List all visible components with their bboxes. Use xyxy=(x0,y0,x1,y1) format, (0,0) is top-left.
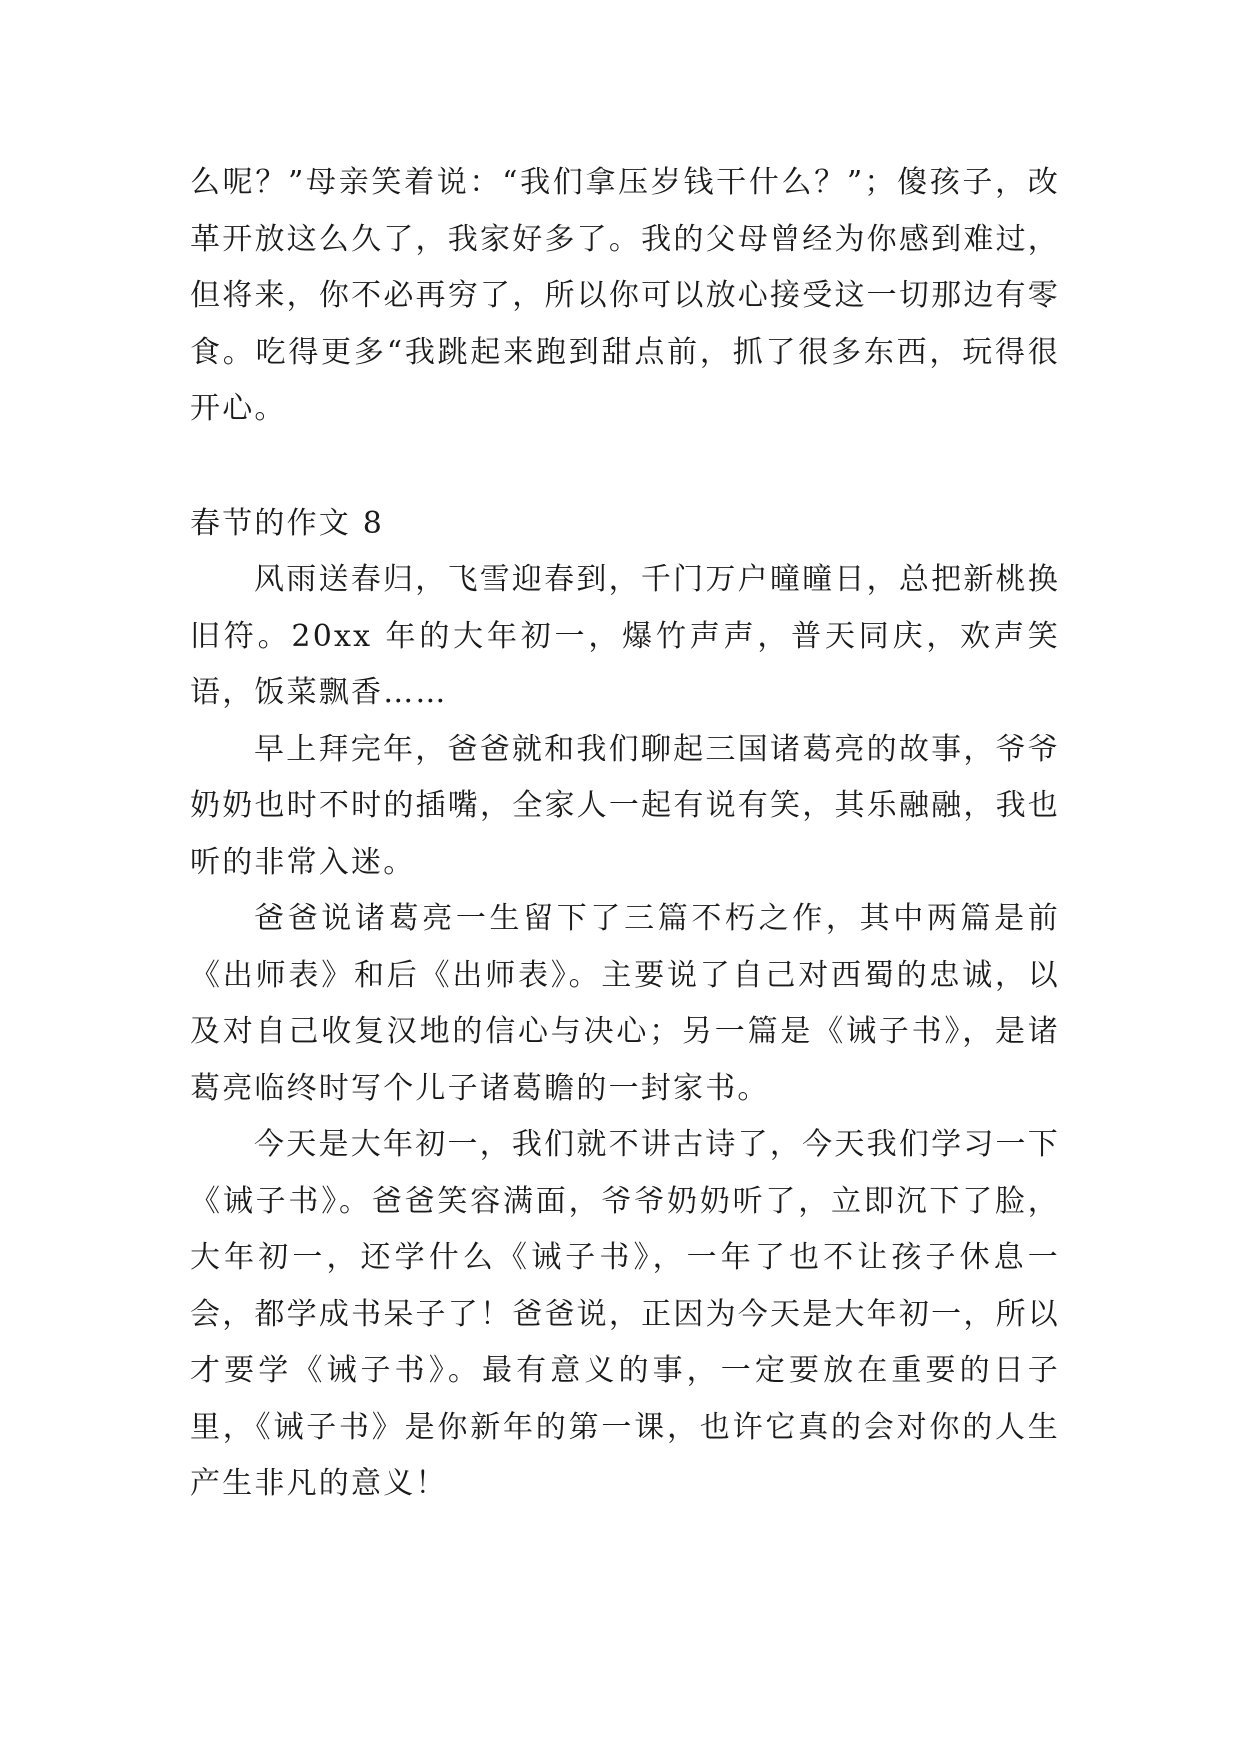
section-spacer xyxy=(190,438,1060,496)
section-title: 春节的作文 8 xyxy=(190,505,385,541)
paragraph: 爸爸说诸葛亮一生留下了三篇不朽之作，其中两篇是前《出师表》和后《出师表》。主要说了自己对西蜀的忠诚，以及对自己收复汉地的信心与决心；另一篇是《诫子书》，是诸葛亮临终时写个儿子诸葛瞻的一封家书。 xyxy=(190,901,1060,1106)
continued-paragraph: 么呢？”母亲笑着说：“我们拿压岁钱干什么？”；傻孩子，改革开放这么久了，我家好多了。我的父母曾经为你感到难过，但将来，你不必再穷了，所以你可以放心接受这一切那边有零食。吃得更多“我跳起来跑到甜点前，抓了很多东西，玩得很开心。 xyxy=(190,165,1060,426)
paragraph: 今天是大年初一，我们就不讲古诗了，今天我们学习一下《诫子书》。爸爸笑容满面，爷爷奶奶听了，立即沉下了脸，大年初一，还学什么《诫子书》，一年了也不让孩子休息一会，都学成书呆子了！爸爸说，正因为今天是大年初一，所以才要学《诫子书》。最有意义的事，一定要放在重要的日子里，《诫子书》是你新年的第一课，也许它真的会对你的人生产生非凡的意义！ xyxy=(190,1127,1060,1501)
paragraph: 早上拜完年，爸爸就和我们聊起三国诸葛亮的故事，爷爷奶奶也时不时的插嘴，全家人一起有说有笑，其乐融融，我也听的非常入迷。 xyxy=(190,731,1060,880)
document-body xyxy=(190,155,1060,1513)
paragraph: 风雨送春归，飞雪迎春到，千门万户曈曈日，总把新桃换旧符。20xx 年的大年初一，爆竹声声，普天同庆，欢声笑语，饭菜飘香…… xyxy=(190,562,1060,710)
